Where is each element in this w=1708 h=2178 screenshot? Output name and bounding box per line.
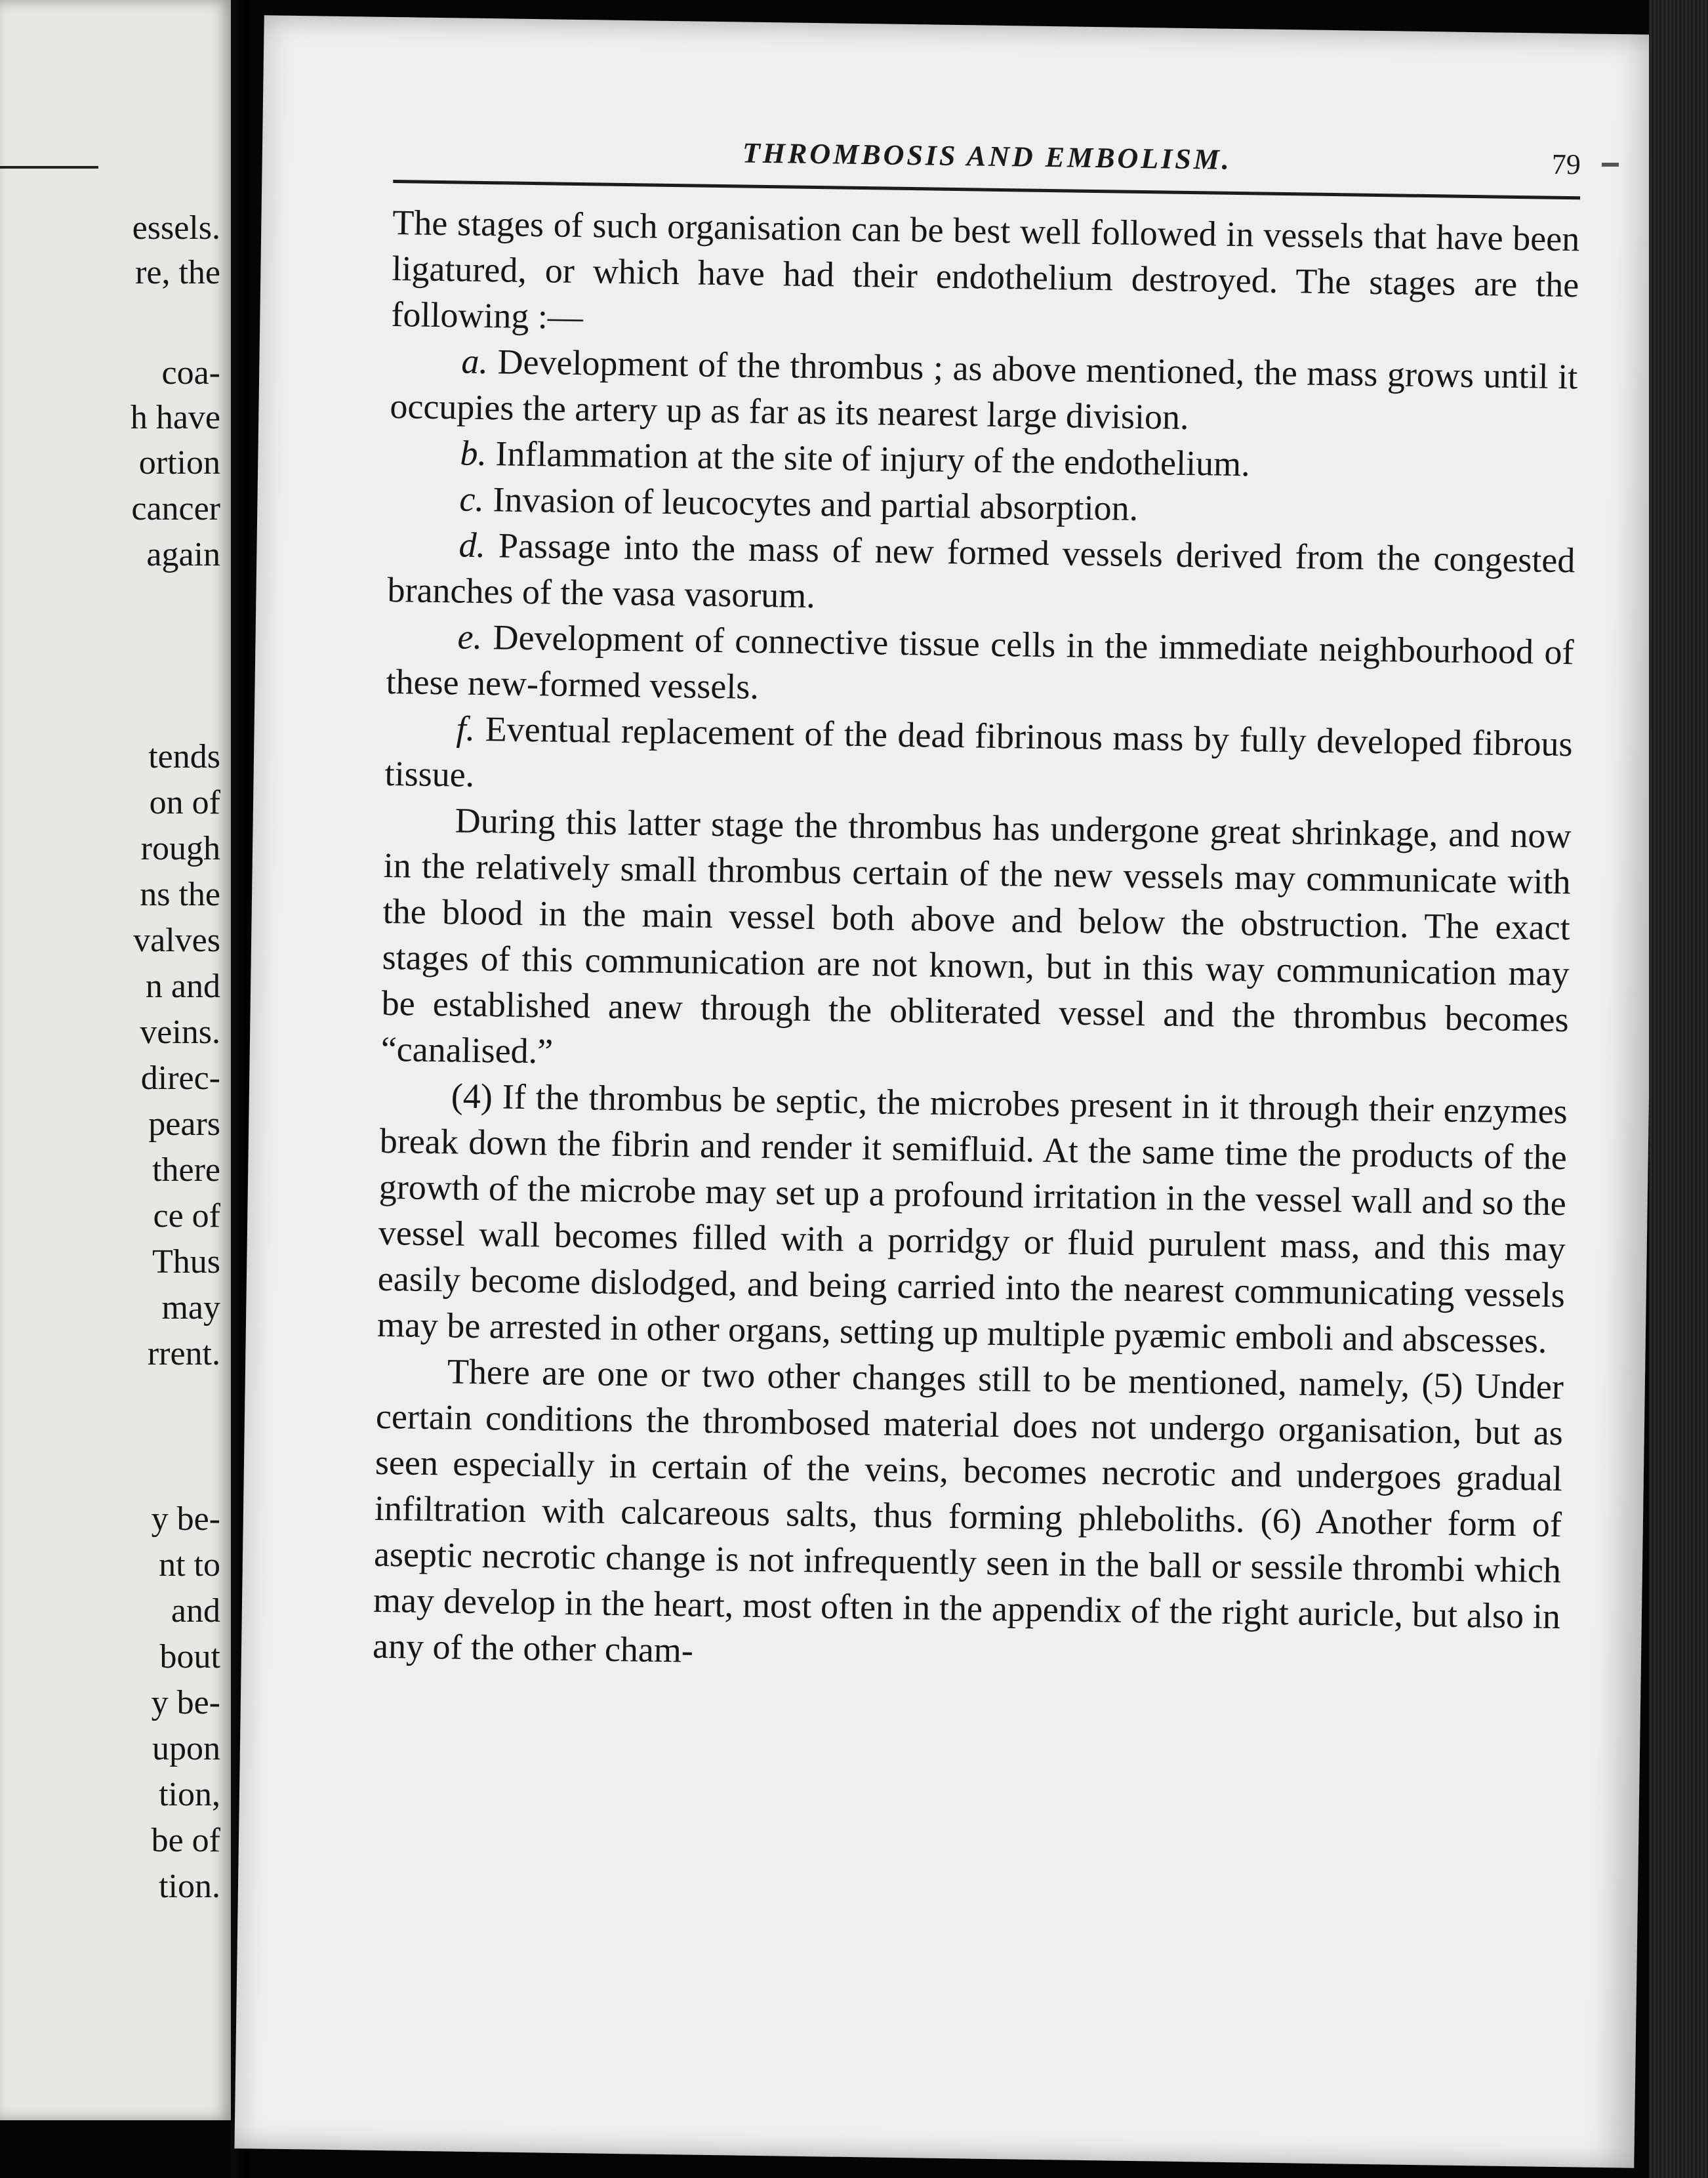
stage-text: Development of connective tissue cells in the immediate neighbourhood of these new-formed vessels.: [386, 617, 1574, 707]
facing-page-line: ce of: [153, 1197, 220, 1235]
page-edge-stack: [1649, 0, 1708, 2178]
facing-page: [0, 0, 231, 2120]
facing-page-line: y be-: [151, 1684, 220, 1721]
facing-page-line: y be-: [151, 1500, 220, 1538]
facing-page-line: again: [146, 536, 220, 573]
paragraph-septic: (4) If the thrombus be septic, the microbes present in it through their enzymes break down the fibrin and render it semifluid. At the same time the products of the growth of the microbe may set up a profound irritation in the vessel wall and so the vessel wall becomes filled with a porridgy or fluid purulent mass, and this may easily become dislodged, and being carried into the nearest communicating vessels may be arrested in other organs, setting up multiple pyæmic emboli and abscesses.: [376, 1076, 1568, 1361]
facing-page-line: n and: [145, 968, 220, 1005]
facing-page-rule: [0, 166, 98, 169]
facing-page-line: tion,: [159, 1776, 220, 1813]
page-number: 79: [1551, 148, 1581, 181]
stage-item: [386, 613, 1574, 721]
facing-page-line: pears: [148, 1105, 220, 1143]
facing-page-line: re, the: [135, 254, 220, 291]
facing-page-line: tends: [148, 738, 220, 775]
facing-page-line: h have: [130, 399, 220, 436]
margin-mark: [1602, 163, 1619, 167]
facing-page-line: coa-: [161, 354, 220, 392]
stage-label: b.: [460, 433, 487, 474]
facing-page-line: essels.: [132, 209, 220, 247]
book-page: [234, 15, 1663, 2168]
stage-label: e.: [457, 617, 483, 657]
stage-label: f.: [456, 709, 476, 749]
stage-label: d.: [458, 525, 486, 565]
facing-page-line: rrent.: [147, 1335, 220, 1372]
stage-label: c.: [459, 479, 485, 520]
facing-page-line: Thus: [152, 1243, 220, 1281]
facing-page-line: may: [161, 1289, 220, 1326]
facing-page-line: bout: [159, 1638, 220, 1675]
stage-text: Eventual replacement of the dead fibrinous mass by fully developed fibrous tissue.: [384, 709, 1573, 794]
body-text: [373, 199, 1580, 1685]
stage-item: [387, 521, 1576, 629]
facing-page-line: be of: [151, 1822, 220, 1859]
facing-page-line: nt to: [159, 1546, 220, 1584]
running-title: THROMBOSIS AND EMBOLISM.: [742, 136, 1232, 176]
facing-page-line: ns the: [140, 876, 220, 913]
paragraph-other-changes: There are one or two other changes still to be mentioned, namely, (5) Under certain conditions the thrombosed material does not undergo organisation, but as seen especially in certain of the veins, becomes necrotic and undergoes gradual infiltration with calcareous salts, thus forming phleboliths. (6) Another form of aseptic necrotic change is not infrequently seen in the ball or sessile thrombi which may develop in the heart, most often in the appendix of the right auricle, but also in any of the other cham-: [372, 1351, 1564, 1670]
facing-page-line: tion.: [159, 1868, 220, 1905]
facing-page-line: valves: [133, 922, 220, 959]
facing-page-line: there: [152, 1151, 220, 1189]
facing-page-line: ortion: [138, 444, 220, 482]
facing-page-line: direc-: [140, 1059, 220, 1097]
paragraph-intro: The stages of such organisation can be best well followed in vessels that have been ligatured, or which have had their endothelium destroyed. The stages are the following :—: [391, 203, 1580, 337]
facing-page-line: and: [171, 1592, 220, 1630]
stage-text: Passage into the mass of new formed vessels derived from the congested branches of the vasa vasorum.: [387, 525, 1576, 616]
facing-page-line: rough: [140, 830, 220, 867]
stage-item: [384, 705, 1573, 813]
stage-label: a.: [461, 341, 489, 382]
stage-item: [390, 337, 1578, 445]
paragraph-latter-stage: During this latter stage the thrombus has undergone great shrinkage, and now in the relatively small thrombus certain of the new vessels may communicate with the blood in the main vessel both above and below the obstruction. The exact stages of this communication are not known, but in this way communication may be established anew through the obliterated vessel and the thrombus becomes “canalised.”: [380, 800, 1572, 1071]
facing-page-line: cancer: [131, 490, 220, 527]
facing-page-line: upon: [152, 1730, 220, 1767]
stage-text: Development of the thrombus ; as above mentioned, the mass grows until it occupies the artery up as far as its nearest large division.: [390, 342, 1578, 437]
stage-text: Inflammation at the site of injury of the endothelium.: [495, 434, 1251, 484]
stage-text: Invasion of leucocytes and partial absorption.: [493, 480, 1139, 528]
facing-page-line: on of: [149, 784, 220, 821]
facing-page-line: veins.: [140, 1014, 220, 1051]
